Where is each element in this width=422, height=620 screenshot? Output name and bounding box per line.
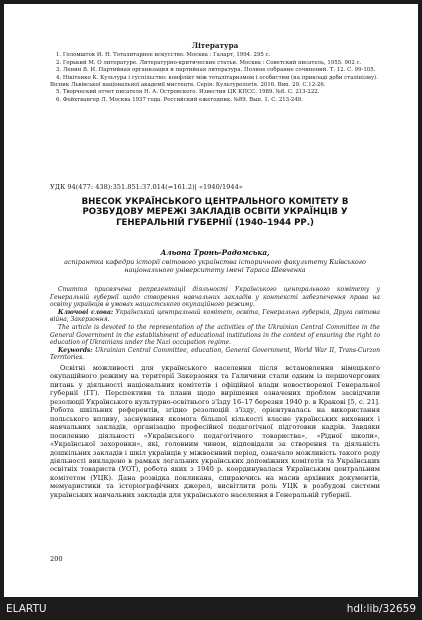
reference-item: 6. Фейхтвангер Л. Москва 1937 года. Российский ежегодник. №89. Вып. 1. С. 213-248. (56, 96, 303, 103)
abstract-uk: Стаття присвячена репрезентації діяльності Українського центрального комітету у Генеральній губернії щодо створення навчальних закладів у контексті забезпечення права на освіту українців в умовах нацистського окупаційного режиму. (50, 286, 380, 309)
keywords-en-label: Keywords: (58, 346, 93, 354)
keywords-uk-label: Ключові слова: (58, 308, 114, 316)
document-page (4, 4, 418, 597)
reference-item: 5. Творческий отчет писателя Н. А. Островского. Известия ЦК КПСС. 1989. №8. С. 213-222. (56, 89, 320, 96)
keywords-uk-text: Український центральний комітет, освіта, Генеральна губернія, Друга світова війна, Закерзоння. (50, 308, 380, 324)
keywords-uk (50, 309, 380, 324)
author-affiliation: аспірантка кафедри історії світового українства історичного факультету Київського національного університету імені Тараса Шевченка (64, 258, 366, 275)
reference-item: 1. Голомшток И. Н. Тоталитарное искусство. Москва : Галарт, 1994. 295 с. (56, 52, 271, 59)
footer-repository-label: ELARTU (6, 603, 47, 615)
references-title: Література (191, 41, 239, 50)
reference-item: 4. Нікітенко К. Культура і суспільство: конфлікт між тоталітаризмом і особистим (на прикладі доби сталінізму). Вісник Львівської національної академії мистецтв. Серія: Культурологія. 2016. Вип. 29. С.12-26. (50, 74, 378, 89)
reference-item: 2. Горький М. О литературе. Литературно-критические статьи. Москва : Советский писатель, 1955. 902 с. (56, 59, 362, 66)
keywords-en (50, 347, 380, 362)
udc-code: УДК 94(477: 438):351.851:37.014(=161.2)| «1940/1944» (50, 183, 243, 191)
body-text (50, 364, 380, 499)
footer-handle-label: hdl:lib/32659 (346, 603, 416, 615)
author-name: Альона Тронь-Радомська, (160, 248, 270, 257)
footer-bar (0, 597, 422, 620)
abstract-en: The article is devoted to the representation of the activities of the Ukrainian Central Committee in the General Government in the establishment of educational institutions in the context of ensuring the right to education of Ukrainians under the Nazi occupation regime. (50, 323, 380, 347)
body-paragraph: Освітні можливості для українського населення після встановлення німецького окупаційного режиму на території Закерзоння та Галичини стали одним із першочергових питань у діяльності національних комітетів і офіційної влади новоствореної Генеральної губернії (ГГ). Перспективи та плани щодо вирішення означених проблем засвідчили резолюції Українського культурно-освітнього з'їзду 16–17 березня 1940 р. в Кракові [5, с. 21]. Робота шкільних референтів, згідно резолюцій з'їзду, орієнтувалась на використання польського впливу, заснування якомога більшої кількості власне українських виховних і навчальних закладів, організацію професійної педагогічної підготовки кадрів. Завдяки посиленню діяльності «Українського педагогічного товариства», «Рідної школи», «Української захоронки», які, головним чином, відповідали за створення та діяльність дошкільних закладів і шкіл українців у міжвоєнний період, означало можливість такого роду діяльності викладено в рамках легальних українських допоміжних комітетів та Українських освітніх товариств (УОТ), робота яких з 1940 р. координувалася Українським центральним комітетом (УЦК). Дана розвідка покликана, спираючись на масив архівних документів, мемуаристики та історіографічних джерел, висвітлити роль УЦК в розбудові системи українських навчальних закладів для українського населення в Генеральній губернії. (50, 364, 380, 499)
references-section (50, 42, 380, 104)
page-number: 200 (50, 555, 63, 563)
abstracts (50, 286, 380, 362)
reference-item: 3. Ленин В. И. Партийная организация и партийная литература. Полное собрание сочинений. Т. 12. С. 99-105. (56, 67, 376, 74)
article-title: ВНЕСОК УКРАЇНСЬКОГО ЦЕНТРАЛЬНОГО КОМІТЕТУ В РОЗБУДОВУ МЕРЕЖІ ЗАКЛАДІВ ОСВІТИ УКРАЇНЦІВ У ГЕНЕРАЛЬНІЙ ГУБЕРНІЇ (1940–1944 РР.) (81, 197, 349, 228)
keywords-en-text: Ukrainian Central Committee, education, General Government, World War II, Trans-Curzon Territories. (50, 346, 380, 362)
